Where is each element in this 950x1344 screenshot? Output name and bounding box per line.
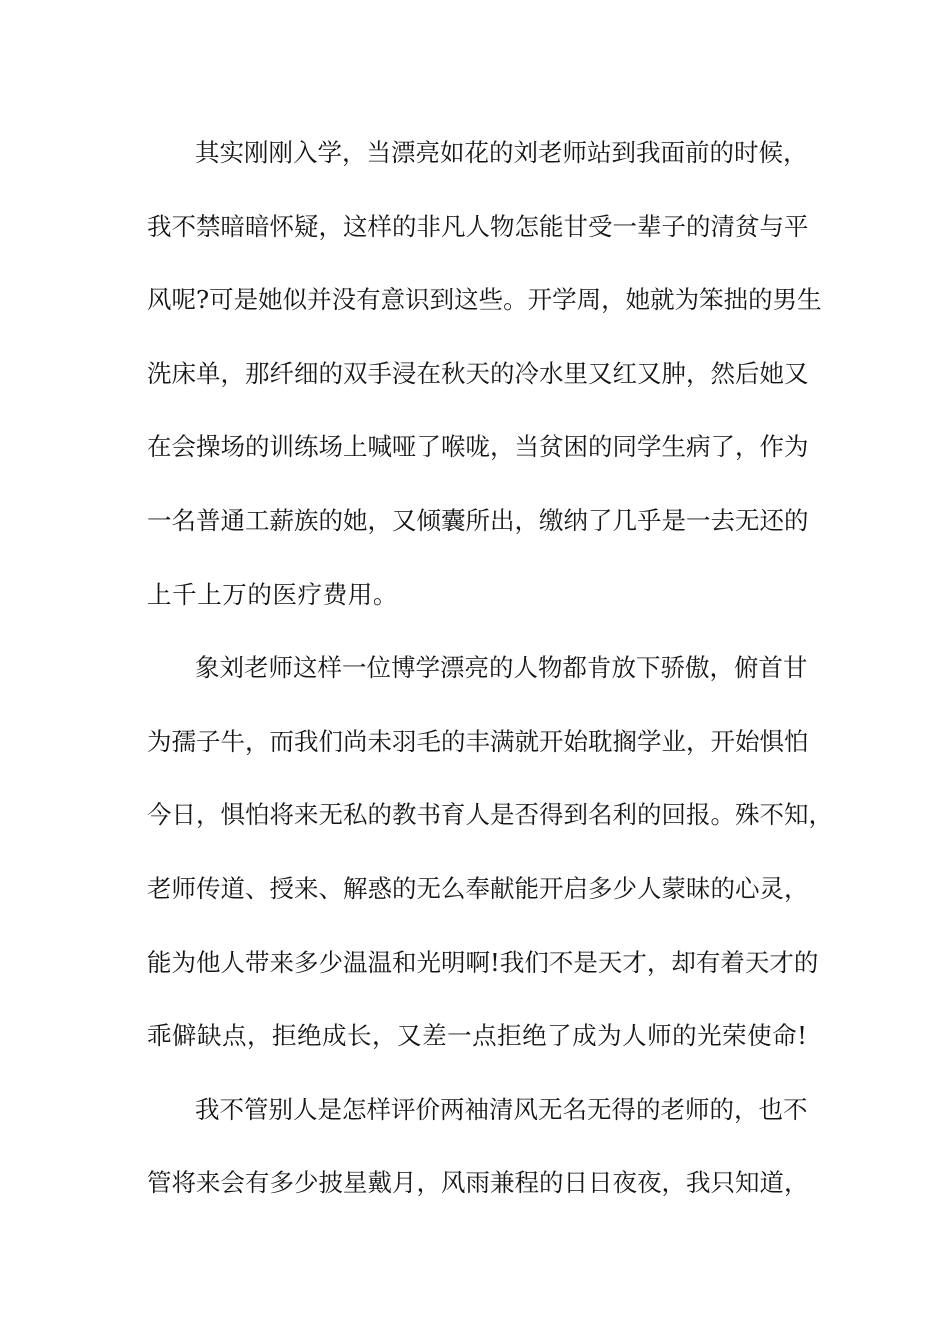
text-line: 洗床单，那纤细的双手浸在秋天的冷水里又红又肿，然后她又 — [147, 358, 809, 388]
text-line: 管将来会有多少披星戴月，风雨兼程的日日夜夜，我只知道， — [147, 1168, 809, 1198]
text-line: 一名普通工薪族的她，又倾囊所出，缴纳了几乎是一去无还的 — [147, 505, 809, 535]
text-line: 风呢?可是她似并没有意识到这些。开学周，她就为笨拙的男生 — [147, 285, 822, 315]
paragraph-1 — [147, 129, 822, 644]
paragraph-3 — [147, 1086, 807, 1233]
text-line: 今日，惧怕将来无私的教书育人是否得到名利的回报。殊不知， — [147, 800, 833, 830]
paragraph-2 — [147, 644, 833, 1086]
text-line: 我不管别人是怎样评价两袖清风无名无得的老师的，也不 — [195, 1094, 808, 1124]
text-line: 老师传道、授来、解惑的无么奉献能开启多少人蒙昧的心灵， — [147, 873, 809, 903]
text-line: 为孺子牛，而我们尚未羽毛的丰满就开始耽搁学业，开始惧怕 — [147, 726, 809, 756]
text-line: 上千上万的医疗费用。 — [147, 579, 398, 609]
body-text — [147, 129, 833, 1233]
text-line: 象刘老师这样一位博学漂亮的人物都肯放下骄傲，俯首甘 — [195, 653, 808, 683]
text-line: 在会操场的训练场上喊哑了喉咙，当贫困的同学生病了，作为 — [147, 432, 809, 462]
text-line: 我不禁暗暗怀疑，这样的非凡人物怎能甘受一辈子的清贫与平 — [147, 211, 809, 241]
text-line: 乖僻缺点，拒绝成长，又差一点拒绝了成为人师的光荣使命! — [147, 1021, 807, 1051]
text-line: 能为他人带来多少温温和光明啊!我们不是天才，却有着天才的 — [147, 947, 819, 977]
text-line: 其实刚刚入学，当漂亮如花的刘老师站到我面前的时候， — [195, 138, 808, 167]
